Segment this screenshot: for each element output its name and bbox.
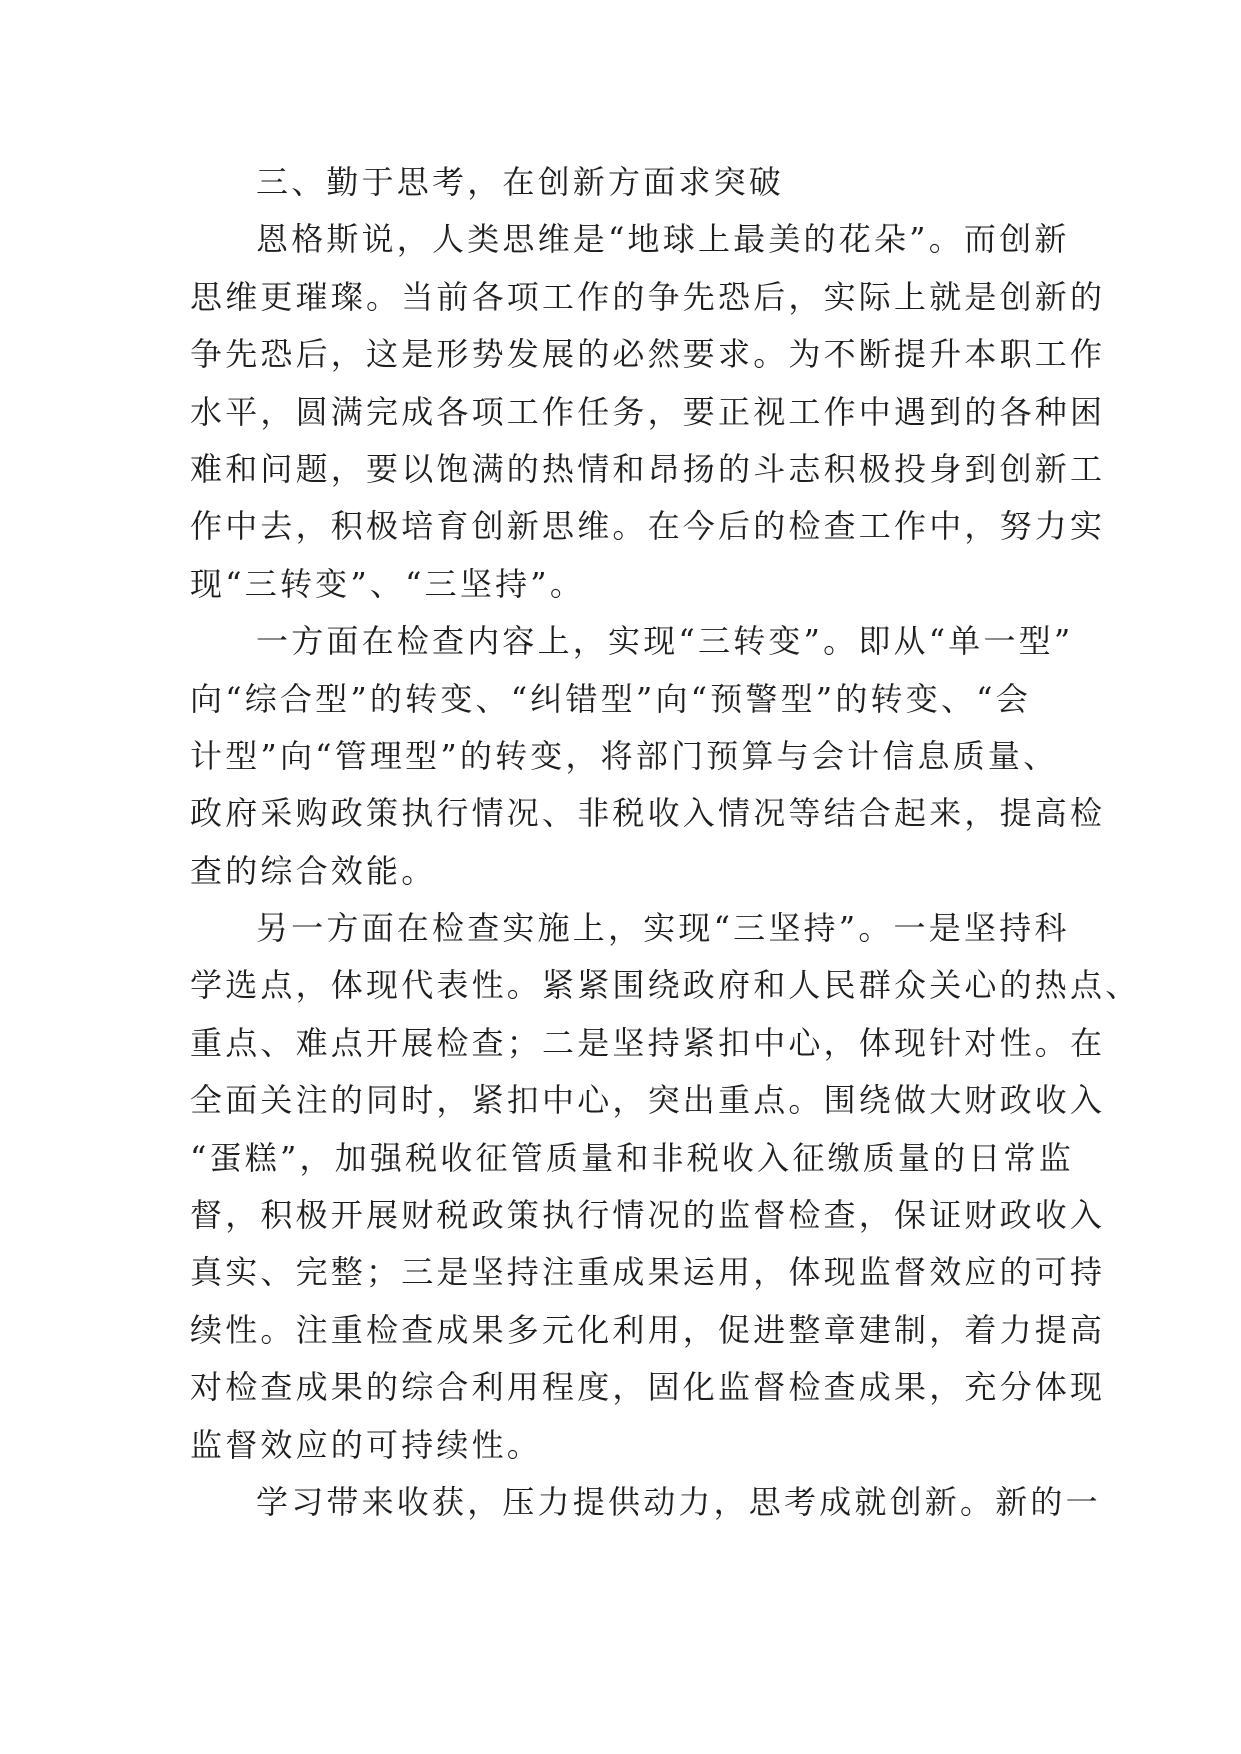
text-line: 重点、难点开展检查；二是坚持紧扣中心，体现针对性。在 bbox=[190, 1023, 1106, 1062]
text-line: 学选点，体现代表性。紧紧围绕政府和人民群众关心的热点、 bbox=[190, 966, 1141, 1005]
text-line: 作中去，积极培育创新思维。在今后的检查工作中，努力实 bbox=[190, 507, 1106, 546]
text-line: 现“三转变”、“三坚持”。 bbox=[190, 564, 586, 603]
text-line: 学习带来收获，压力提供动力，思考成就创新。新的一 bbox=[256, 1482, 1101, 1521]
text-line: 全面关注的同时，紧扣中心，突出重点。围绕做大财政收入 bbox=[190, 1081, 1106, 1120]
text-line: 难和问题，要以饱满的热情和昂扬的斗志积极投身到创新工 bbox=[190, 449, 1106, 488]
text-line: 争先恐后，这是形势发展的必然要求。为不断提升本职工作 bbox=[190, 335, 1106, 374]
text-line: 对检查成果的综合利用程度，固化监督检查成果，充分体现 bbox=[190, 1368, 1106, 1407]
text-line: 一方面在检查内容上，实现“三转变”。即从“单一型” bbox=[256, 622, 1074, 661]
text-line: 向“综合型”的转变、“纠错型”向“预警型”的转变、“会 bbox=[190, 679, 1031, 718]
text-line: 真实、完整；三是坚持注重成果运用，体现监督效应的可持 bbox=[190, 1253, 1106, 1292]
text-line: 续性。注重检查成果多元化利用，促进整章建制，着力提高 bbox=[190, 1310, 1106, 1349]
text-line: “蛋糕”，加强税收征管质量和非税收入征缴质量的日常监 bbox=[190, 1138, 1074, 1177]
text-line: 另一方面在检查实施上，实现“三坚持”。一是坚持科 bbox=[256, 909, 1070, 948]
text-line: 查的综合效能。 bbox=[190, 851, 437, 890]
text-line: 思维更璀璨。当前各项工作的争先恐后，实际上就是创新的 bbox=[190, 277, 1106, 316]
text-line: 三、勤于思考，在创新方面求突破 bbox=[256, 163, 785, 201]
text-line: 水平，圆满完成各项工作任务，要正视工作中遇到的各种困 bbox=[190, 392, 1106, 431]
text-line: 恩格斯说，人类思维是“地球上最美的花朵”。而创新 bbox=[256, 220, 1070, 259]
text-line: 监督效应的可持续性。 bbox=[190, 1425, 543, 1464]
document-body bbox=[190, 154, 1141, 1531]
text-line: 政府采购政策执行情况、非税收入情况等结合起来，提高检 bbox=[190, 794, 1106, 833]
text-line: 计型”向“管理型”的转变，将部门预算与会计信息质量、 bbox=[190, 736, 1059, 775]
text-line: 督，积极开展财税政策执行情况的监督检查，保证财政收入 bbox=[190, 1196, 1106, 1235]
